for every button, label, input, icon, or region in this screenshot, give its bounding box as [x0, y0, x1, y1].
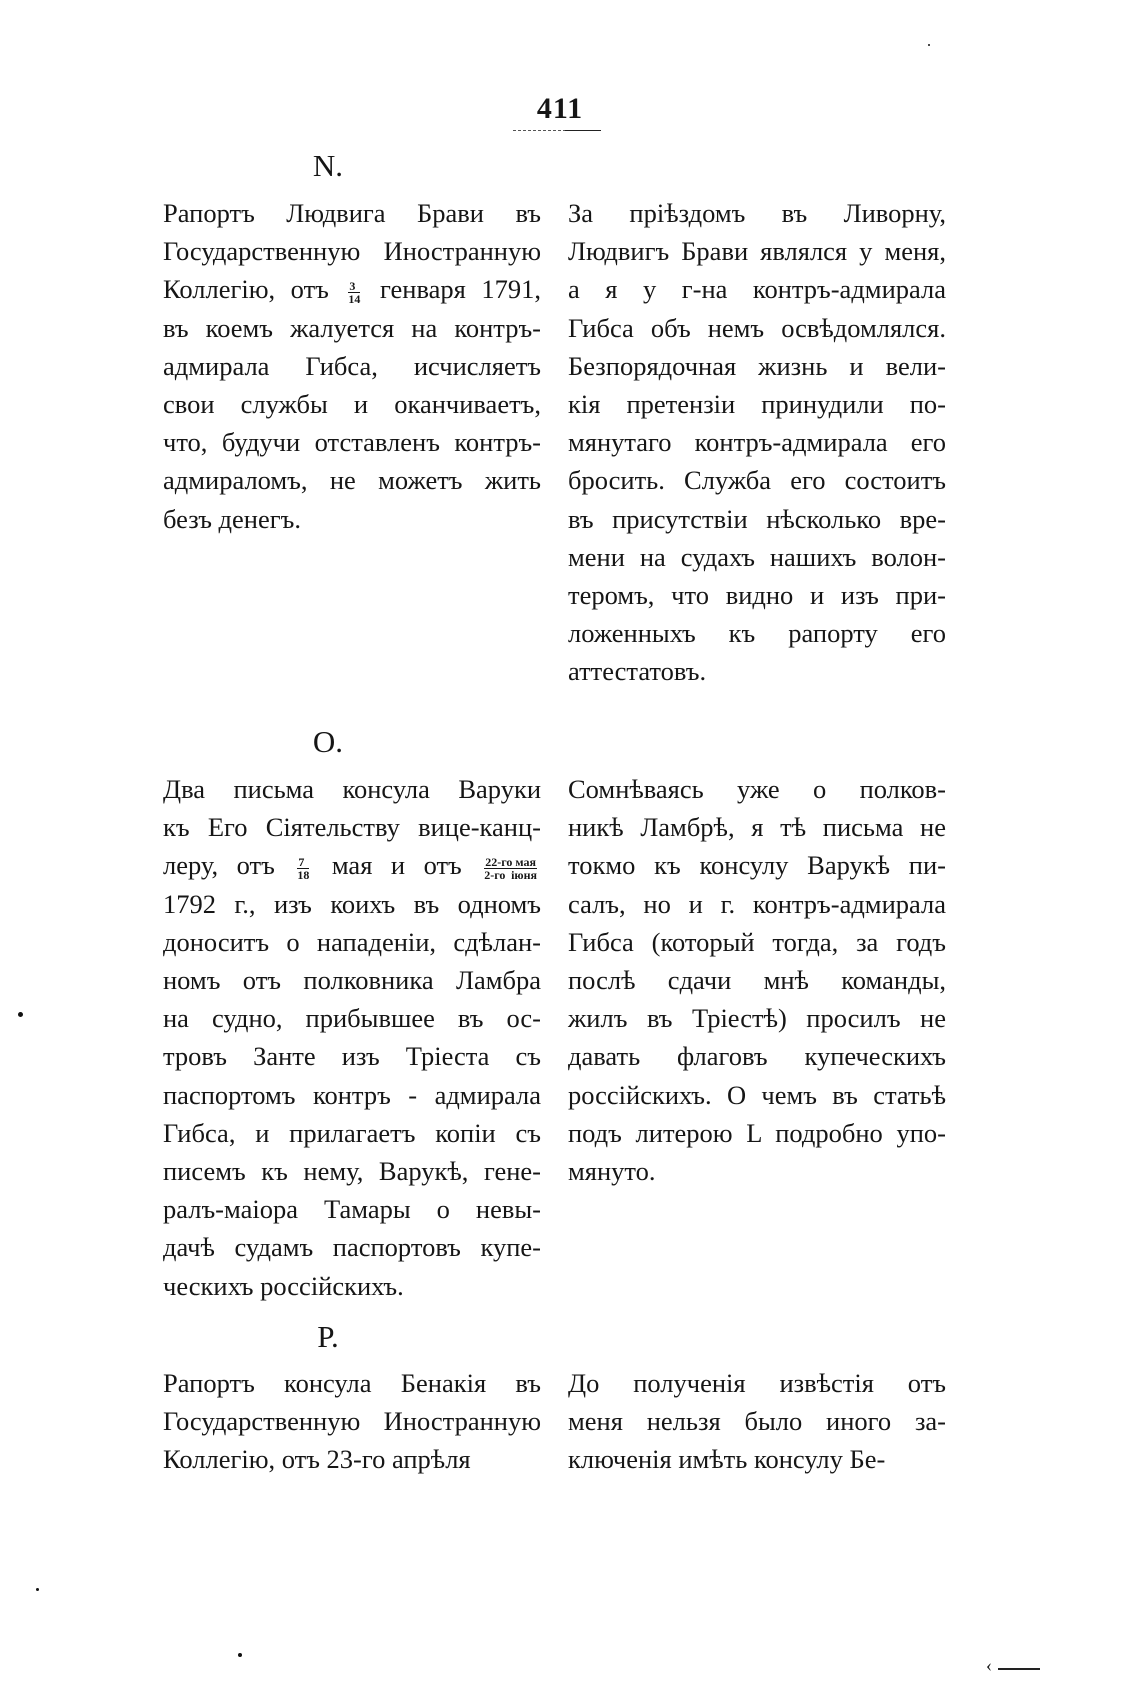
text-line: дачѣ судамъ паспортовъ купе- [163, 1232, 541, 1263]
text-line: а я у г-на контръ-адмирала [568, 274, 946, 305]
text-line: мени на судахъ нашихъ волон- [568, 541, 946, 572]
text-line: Гибса (который тогда, за годъ [568, 926, 946, 957]
section-o-summary [163, 770, 541, 1305]
text-line: писемъ къ нему, Варукѣ, гене- [163, 1156, 541, 1187]
section-o-comment [568, 770, 946, 1190]
text-line: доноситъ о нападеніи, сдѣлан- [163, 926, 541, 957]
text-line: теромъ, что видно и изъ при- [568, 580, 946, 611]
text-line: Государственную Иностранную [163, 236, 541, 267]
text-line: кія претензіи принудили по- [568, 389, 946, 420]
text-line: леру, отъ $\frac{7}{18}$ мая и отъ $\frac{\text{22-го мая}}{\text{2-го іюня}}$ [163, 850, 538, 882]
section-n-summary [163, 194, 541, 538]
text-line: россійскихъ. О чемъ въ статьѣ [568, 1079, 946, 1110]
text-line: номъ отъ полковника Ламбра [163, 965, 541, 996]
text-line: Сомнѣваясь уже о полков- [568, 774, 946, 804]
text-line: подъ литерою L подробно упо- [568, 1117, 946, 1148]
margin-speck [18, 1012, 23, 1017]
text-line: меня нельзя было иного за- [568, 1406, 946, 1437]
text-line: Рапортъ консула Бенакія въ [163, 1368, 541, 1398]
text-line: Два письма консула Варуки [163, 774, 541, 804]
text-line: на судно, прибывшее въ ос- [163, 1003, 541, 1034]
text-line: До полученія извѣстія отъ [568, 1368, 946, 1398]
text-line: жилъ въ Тріестѣ) просилъ не [568, 1003, 946, 1034]
text-line: салъ, но и г. контръ-адмирала [568, 888, 946, 919]
text-line: что, будучи отставленъ контръ- [163, 427, 541, 458]
text-line: 1792 г., изъ коихъ въ одномъ [163, 888, 541, 919]
text-line: послѣ сдачи мнѣ команды, [568, 965, 946, 996]
text-line: адмираломъ, не можетъ жить [163, 465, 541, 496]
text-line: безъ денегъ. [163, 503, 301, 534]
date-fraction: $\frac{7}{18}$ [297, 854, 310, 882]
text-line: Гибса, и прилагаетъ копіи съ [163, 1117, 541, 1148]
text-line: къ Его Сіятельству вице-канц- [163, 812, 541, 843]
date-fraction: $\frac{3}{14}$ [348, 278, 361, 306]
section-letter-p: P. [317, 1319, 339, 1354]
text-line: адмирала Гибса, исчисляетъ [163, 350, 541, 381]
margin-speck [928, 44, 930, 46]
text-line: никѣ Ламбрѣ, я тѣ письма не [568, 812, 946, 843]
text-line: Безпорядочная жизнь и вели- [568, 350, 946, 381]
text-line: Рапортъ Людвига Брави въ [163, 198, 541, 228]
text-line: Людвигъ Брави являлся у меня, [568, 236, 946, 267]
section-letter-n: N. [312, 148, 344, 183]
page-number: 411 [536, 92, 584, 125]
page-number-rule-solid [565, 130, 601, 131]
text-line: въ коемъ жалуется на контръ- [163, 312, 541, 343]
corner-mark-arrow-icon: ‹ [986, 1655, 992, 1675]
text-line: аттестатовъ. [568, 656, 707, 687]
text-line: мянутаго контръ-адмирала его [568, 427, 946, 458]
text-line: бросить. Служба его состоитъ [568, 465, 946, 496]
text-line: ралъ-маіора Тамары о невы- [163, 1194, 541, 1225]
margin-speck [36, 1588, 39, 1591]
text-line: Коллегію, отъ 23-го апрѣля [163, 1444, 471, 1475]
section-p-comment [568, 1364, 946, 1479]
text-line: мянуто. [568, 1156, 656, 1187]
text-line: свои службы и оканчиваетъ, [163, 389, 541, 420]
text-line: ческихъ россійскихъ. [163, 1270, 404, 1301]
text-line: Коллегію, отъ $\frac{3}{14}$ генваря 1791, [163, 274, 541, 306]
date-fraction: $\frac{\text{22-го мая}}{\text{2-го іюня}}$ [484, 854, 538, 882]
text-line: въ присутствіи нѣсколько вре- [568, 503, 946, 534]
text-line: токмо къ консулу Варукѣ пи- [568, 850, 946, 881]
text-line: ключенія имѣть консулу Бе- [568, 1444, 886, 1475]
section-n-comment [568, 194, 946, 691]
text-line: тровъ Занте изъ Тріеста съ [163, 1041, 541, 1072]
text-line: Государственную Иностранную [163, 1406, 541, 1437]
text-line: ложенныхъ къ рапорту его [568, 618, 946, 649]
text-line: паспортомъ контръ - адмирала [163, 1079, 541, 1110]
corner-mark-line [998, 1668, 1040, 1670]
margin-speck [238, 1653, 242, 1657]
text-line: За пріѣздомъ въ Ливорну, [568, 198, 946, 228]
text-line: Гибса объ немъ освѣдомлялся. [568, 312, 946, 343]
section-letter-o: O. [312, 724, 344, 759]
section-p-summary [163, 1364, 541, 1479]
text-line: давать флаговъ купеческихъ [568, 1041, 946, 1072]
